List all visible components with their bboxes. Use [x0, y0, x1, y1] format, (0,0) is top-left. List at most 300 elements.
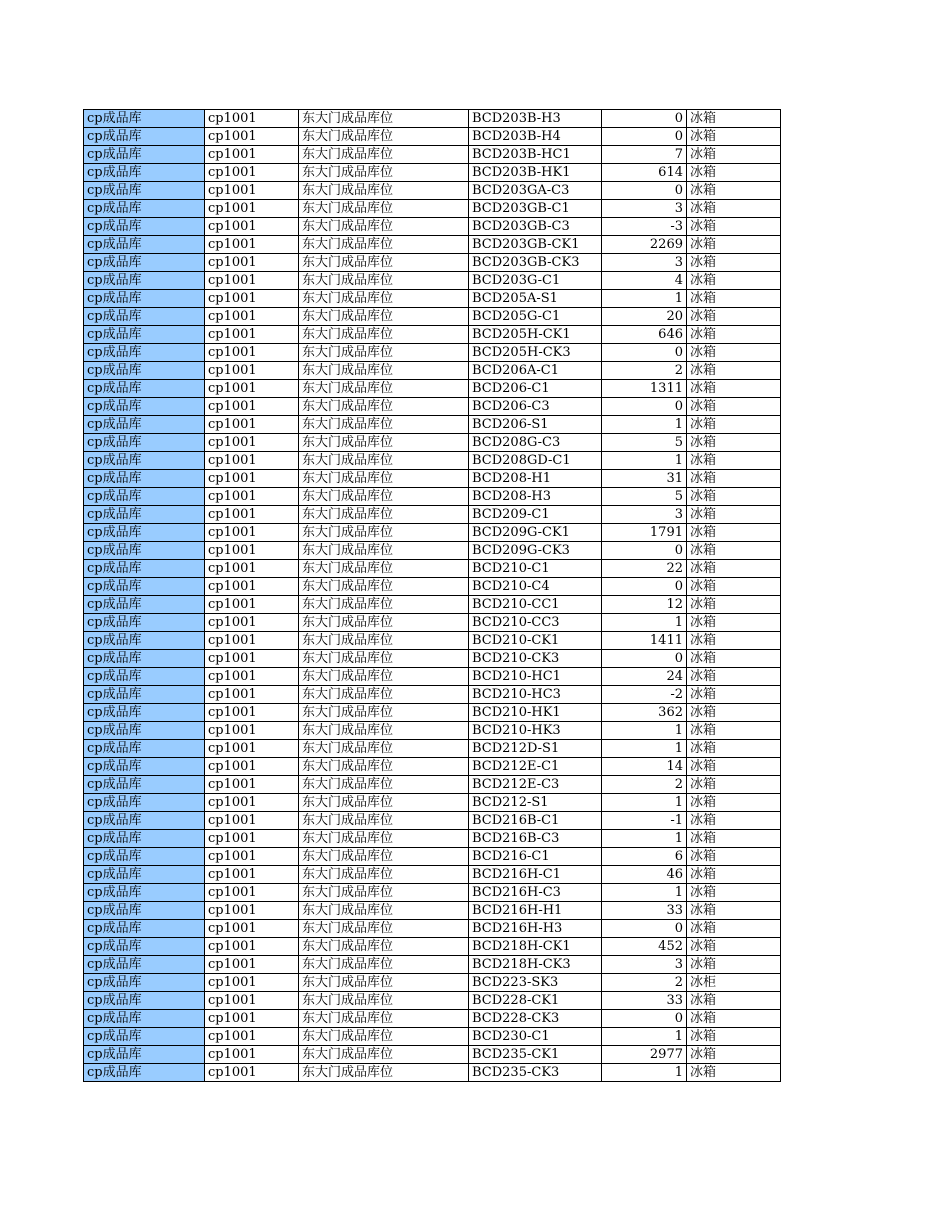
- category-cell[interactable]: 冰箱: [687, 1010, 781, 1028]
- location-cell[interactable]: 东大门成品库位: [299, 398, 469, 416]
- location-cell[interactable]: 东大门成品库位: [299, 794, 469, 812]
- code-cell[interactable]: cp1001: [205, 848, 299, 866]
- warehouse-cell[interactable]: cp成品库: [84, 1010, 205, 1028]
- location-cell[interactable]: 东大门成品库位: [299, 992, 469, 1010]
- code-cell[interactable]: cp1001: [205, 596, 299, 614]
- location-cell[interactable]: 东大门成品库位: [299, 308, 469, 326]
- category-cell[interactable]: 冰箱: [687, 416, 781, 434]
- category-cell[interactable]: 冰箱: [687, 722, 781, 740]
- qty-cell[interactable]: 1: [602, 452, 687, 470]
- warehouse-cell[interactable]: cp成品库: [84, 434, 205, 452]
- category-cell[interactable]: 冰箱: [687, 704, 781, 722]
- code-cell[interactable]: cp1001: [205, 182, 299, 200]
- location-cell[interactable]: 东大门成品库位: [299, 758, 469, 776]
- code-cell[interactable]: cp1001: [205, 776, 299, 794]
- category-cell[interactable]: 冰箱: [687, 578, 781, 596]
- category-cell[interactable]: 冰箱: [687, 488, 781, 506]
- model-cell[interactable]: BCD206-C3: [469, 398, 602, 416]
- code-cell[interactable]: cp1001: [205, 542, 299, 560]
- category-cell[interactable]: 冰箱: [687, 614, 781, 632]
- model-cell[interactable]: BCD203B-HC1: [469, 146, 602, 164]
- location-cell[interactable]: 东大门成品库位: [299, 1046, 469, 1064]
- category-cell[interactable]: 冰箱: [687, 290, 781, 308]
- category-cell[interactable]: 冰箱: [687, 506, 781, 524]
- code-cell[interactable]: cp1001: [205, 830, 299, 848]
- location-cell[interactable]: 东大门成品库位: [299, 254, 469, 272]
- qty-cell[interactable]: 1: [602, 1028, 687, 1046]
- model-cell[interactable]: BCD210-HC3: [469, 686, 602, 704]
- location-cell[interactable]: 东大门成品库位: [299, 380, 469, 398]
- category-cell[interactable]: 冰箱: [687, 128, 781, 146]
- model-cell[interactable]: BCD210-CC3: [469, 614, 602, 632]
- code-cell[interactable]: cp1001: [205, 974, 299, 992]
- category-cell[interactable]: 冰箱: [687, 650, 781, 668]
- qty-cell[interactable]: 1311: [602, 380, 687, 398]
- qty-cell[interactable]: 2977: [602, 1046, 687, 1064]
- category-cell[interactable]: 冰箱: [687, 920, 781, 938]
- model-cell[interactable]: BCD203GB-C1: [469, 200, 602, 218]
- code-cell[interactable]: cp1001: [205, 452, 299, 470]
- warehouse-cell[interactable]: cp成品库: [84, 1028, 205, 1046]
- warehouse-cell[interactable]: cp成品库: [84, 218, 205, 236]
- category-cell[interactable]: 冰箱: [687, 596, 781, 614]
- warehouse-cell[interactable]: cp成品库: [84, 128, 205, 146]
- warehouse-cell[interactable]: cp成品库: [84, 506, 205, 524]
- category-cell[interactable]: 冰箱: [687, 956, 781, 974]
- model-cell[interactable]: BCD228-CK3: [469, 1010, 602, 1028]
- model-cell[interactable]: BCD208GD-C1: [469, 452, 602, 470]
- location-cell[interactable]: 东大门成品库位: [299, 614, 469, 632]
- warehouse-cell[interactable]: cp成品库: [84, 596, 205, 614]
- qty-cell[interactable]: 5: [602, 488, 687, 506]
- warehouse-cell[interactable]: cp成品库: [84, 956, 205, 974]
- model-cell[interactable]: BCD210-C1: [469, 560, 602, 578]
- location-cell[interactable]: 东大门成品库位: [299, 1028, 469, 1046]
- qty-cell[interactable]: 2: [602, 776, 687, 794]
- model-cell[interactable]: BCD210-CK1: [469, 632, 602, 650]
- location-cell[interactable]: 东大门成品库位: [299, 182, 469, 200]
- model-cell[interactable]: BCD208G-C3: [469, 434, 602, 452]
- qty-cell[interactable]: -2: [602, 686, 687, 704]
- model-cell[interactable]: BCD203GA-C3: [469, 182, 602, 200]
- qty-cell[interactable]: 0: [602, 398, 687, 416]
- code-cell[interactable]: cp1001: [205, 1064, 299, 1082]
- model-cell[interactable]: BCD216B-C3: [469, 830, 602, 848]
- location-cell[interactable]: 东大门成品库位: [299, 146, 469, 164]
- location-cell[interactable]: 东大门成品库位: [299, 218, 469, 236]
- model-cell[interactable]: BCD218H-CK1: [469, 938, 602, 956]
- model-cell[interactable]: BCD206A-C1: [469, 362, 602, 380]
- code-cell[interactable]: cp1001: [205, 758, 299, 776]
- category-cell[interactable]: 冰箱: [687, 740, 781, 758]
- code-cell[interactable]: cp1001: [205, 704, 299, 722]
- model-cell[interactable]: BCD209-C1: [469, 506, 602, 524]
- warehouse-cell[interactable]: cp成品库: [84, 1064, 205, 1082]
- location-cell[interactable]: 东大门成品库位: [299, 200, 469, 218]
- code-cell[interactable]: cp1001: [205, 128, 299, 146]
- qty-cell[interactable]: 20: [602, 308, 687, 326]
- location-cell[interactable]: 东大门成品库位: [299, 722, 469, 740]
- category-cell[interactable]: 冰箱: [687, 272, 781, 290]
- warehouse-cell[interactable]: cp成品库: [84, 308, 205, 326]
- model-cell[interactable]: BCD203B-H4: [469, 128, 602, 146]
- code-cell[interactable]: cp1001: [205, 1046, 299, 1064]
- category-cell[interactable]: 冰箱: [687, 794, 781, 812]
- location-cell[interactable]: 东大门成品库位: [299, 434, 469, 452]
- code-cell[interactable]: cp1001: [205, 614, 299, 632]
- warehouse-cell[interactable]: cp成品库: [84, 866, 205, 884]
- warehouse-cell[interactable]: cp成品库: [84, 992, 205, 1010]
- qty-cell[interactable]: 1: [602, 830, 687, 848]
- category-cell[interactable]: 冰箱: [687, 758, 781, 776]
- warehouse-cell[interactable]: cp成品库: [84, 740, 205, 758]
- code-cell[interactable]: cp1001: [205, 578, 299, 596]
- location-cell[interactable]: 东大门成品库位: [299, 524, 469, 542]
- warehouse-cell[interactable]: cp成品库: [84, 776, 205, 794]
- category-cell[interactable]: 冰箱: [687, 632, 781, 650]
- qty-cell[interactable]: 0: [602, 542, 687, 560]
- code-cell[interactable]: cp1001: [205, 164, 299, 182]
- location-cell[interactable]: 东大门成品库位: [299, 776, 469, 794]
- model-cell[interactable]: BCD216H-C1: [469, 866, 602, 884]
- qty-cell[interactable]: 5: [602, 434, 687, 452]
- location-cell[interactable]: 东大门成品库位: [299, 416, 469, 434]
- category-cell[interactable]: 冰箱: [687, 938, 781, 956]
- model-cell[interactable]: BCD216H-H3: [469, 920, 602, 938]
- warehouse-cell[interactable]: cp成品库: [84, 488, 205, 506]
- qty-cell[interactable]: 1: [602, 722, 687, 740]
- qty-cell[interactable]: 12: [602, 596, 687, 614]
- code-cell[interactable]: cp1001: [205, 668, 299, 686]
- model-cell[interactable]: BCD209G-CK3: [469, 542, 602, 560]
- qty-cell[interactable]: 22: [602, 560, 687, 578]
- location-cell[interactable]: 东大门成品库位: [299, 506, 469, 524]
- warehouse-cell[interactable]: cp成品库: [84, 344, 205, 362]
- model-cell[interactable]: BCD205H-CK1: [469, 326, 602, 344]
- code-cell[interactable]: cp1001: [205, 236, 299, 254]
- location-cell[interactable]: 东大门成品库位: [299, 740, 469, 758]
- category-cell[interactable]: 冰箱: [687, 848, 781, 866]
- code-cell[interactable]: cp1001: [205, 632, 299, 650]
- model-cell[interactable]: BCD212E-C1: [469, 758, 602, 776]
- model-cell[interactable]: BCD235-CK3: [469, 1064, 602, 1082]
- warehouse-cell[interactable]: cp成品库: [84, 416, 205, 434]
- warehouse-cell[interactable]: cp成品库: [84, 794, 205, 812]
- category-cell[interactable]: 冰箱: [687, 434, 781, 452]
- warehouse-cell[interactable]: cp成品库: [84, 650, 205, 668]
- location-cell[interactable]: 东大门成品库位: [299, 542, 469, 560]
- warehouse-cell[interactable]: cp成品库: [84, 398, 205, 416]
- location-cell[interactable]: 东大门成品库位: [299, 650, 469, 668]
- qty-cell[interactable]: -3: [602, 218, 687, 236]
- category-cell[interactable]: 冰箱: [687, 776, 781, 794]
- code-cell[interactable]: cp1001: [205, 992, 299, 1010]
- warehouse-cell[interactable]: cp成品库: [84, 614, 205, 632]
- model-cell[interactable]: BCD210-HK3: [469, 722, 602, 740]
- code-cell[interactable]: cp1001: [205, 470, 299, 488]
- qty-cell[interactable]: 452: [602, 938, 687, 956]
- category-cell[interactable]: 冰箱: [687, 686, 781, 704]
- location-cell[interactable]: 东大门成品库位: [299, 164, 469, 182]
- model-cell[interactable]: BCD206-S1: [469, 416, 602, 434]
- qty-cell[interactable]: 0: [602, 110, 687, 128]
- qty-cell[interactable]: -1: [602, 812, 687, 830]
- model-cell[interactable]: BCD205A-S1: [469, 290, 602, 308]
- model-cell[interactable]: BCD216H-H1: [469, 902, 602, 920]
- location-cell[interactable]: 东大门成品库位: [299, 362, 469, 380]
- qty-cell[interactable]: 46: [602, 866, 687, 884]
- location-cell[interactable]: 东大门成品库位: [299, 578, 469, 596]
- category-cell[interactable]: 冰箱: [687, 308, 781, 326]
- code-cell[interactable]: cp1001: [205, 560, 299, 578]
- warehouse-cell[interactable]: cp成品库: [84, 542, 205, 560]
- model-cell[interactable]: BCD209G-CK1: [469, 524, 602, 542]
- code-cell[interactable]: cp1001: [205, 344, 299, 362]
- qty-cell[interactable]: 1: [602, 1064, 687, 1082]
- location-cell[interactable]: 东大门成品库位: [299, 902, 469, 920]
- location-cell[interactable]: 东大门成品库位: [299, 1010, 469, 1028]
- code-cell[interactable]: cp1001: [205, 506, 299, 524]
- code-cell[interactable]: cp1001: [205, 218, 299, 236]
- code-cell[interactable]: cp1001: [205, 254, 299, 272]
- category-cell[interactable]: 冰箱: [687, 1028, 781, 1046]
- location-cell[interactable]: 东大门成品库位: [299, 488, 469, 506]
- code-cell[interactable]: cp1001: [205, 686, 299, 704]
- warehouse-cell[interactable]: cp成品库: [84, 560, 205, 578]
- qty-cell[interactable]: 1: [602, 290, 687, 308]
- warehouse-cell[interactable]: cp成品库: [84, 920, 205, 938]
- location-cell[interactable]: 东大门成品库位: [299, 470, 469, 488]
- qty-cell[interactable]: 3: [602, 200, 687, 218]
- code-cell[interactable]: cp1001: [205, 380, 299, 398]
- model-cell[interactable]: BCD210-HC1: [469, 668, 602, 686]
- warehouse-cell[interactable]: cp成品库: [84, 470, 205, 488]
- category-cell[interactable]: 冰箱: [687, 524, 781, 542]
- model-cell[interactable]: BCD216B-C1: [469, 812, 602, 830]
- category-cell[interactable]: 冰箱: [687, 200, 781, 218]
- qty-cell[interactable]: 7: [602, 146, 687, 164]
- location-cell[interactable]: 东大门成品库位: [299, 668, 469, 686]
- model-cell[interactable]: BCD208-H3: [469, 488, 602, 506]
- warehouse-cell[interactable]: cp成品库: [84, 938, 205, 956]
- model-cell[interactable]: BCD230-C1: [469, 1028, 602, 1046]
- warehouse-cell[interactable]: cp成品库: [84, 848, 205, 866]
- qty-cell[interactable]: 24: [602, 668, 687, 686]
- location-cell[interactable]: 东大门成品库位: [299, 236, 469, 254]
- qty-cell[interactable]: 362: [602, 704, 687, 722]
- model-cell[interactable]: BCD206-C1: [469, 380, 602, 398]
- code-cell[interactable]: cp1001: [205, 902, 299, 920]
- category-cell[interactable]: 冰箱: [687, 344, 781, 362]
- warehouse-cell[interactable]: cp成品库: [84, 200, 205, 218]
- qty-cell[interactable]: 4: [602, 272, 687, 290]
- code-cell[interactable]: cp1001: [205, 200, 299, 218]
- qty-cell[interactable]: 0: [602, 128, 687, 146]
- qty-cell[interactable]: 1: [602, 740, 687, 758]
- code-cell[interactable]: cp1001: [205, 938, 299, 956]
- model-cell[interactable]: BCD212-S1: [469, 794, 602, 812]
- model-cell[interactable]: BCD228-CK1: [469, 992, 602, 1010]
- model-cell[interactable]: BCD218H-CK3: [469, 956, 602, 974]
- code-cell[interactable]: cp1001: [205, 920, 299, 938]
- qty-cell[interactable]: 1: [602, 416, 687, 434]
- warehouse-cell[interactable]: cp成品库: [84, 326, 205, 344]
- qty-cell[interactable]: 0: [602, 578, 687, 596]
- category-cell[interactable]: 冰箱: [687, 830, 781, 848]
- code-cell[interactable]: cp1001: [205, 740, 299, 758]
- warehouse-cell[interactable]: cp成品库: [84, 254, 205, 272]
- qty-cell[interactable]: 33: [602, 902, 687, 920]
- category-cell[interactable]: 冰箱: [687, 236, 781, 254]
- warehouse-cell[interactable]: cp成品库: [84, 290, 205, 308]
- location-cell[interactable]: 东大门成品库位: [299, 452, 469, 470]
- category-cell[interactable]: 冰箱: [687, 542, 781, 560]
- qty-cell[interactable]: 1: [602, 794, 687, 812]
- code-cell[interactable]: cp1001: [205, 650, 299, 668]
- warehouse-cell[interactable]: cp成品库: [84, 668, 205, 686]
- code-cell[interactable]: cp1001: [205, 812, 299, 830]
- qty-cell[interactable]: 0: [602, 650, 687, 668]
- qty-cell[interactable]: 0: [602, 1010, 687, 1028]
- qty-cell[interactable]: 33: [602, 992, 687, 1010]
- category-cell[interactable]: 冰箱: [687, 146, 781, 164]
- qty-cell[interactable]: 14: [602, 758, 687, 776]
- location-cell[interactable]: 东大门成品库位: [299, 686, 469, 704]
- model-cell[interactable]: BCD205G-C1: [469, 308, 602, 326]
- qty-cell[interactable]: 614: [602, 164, 687, 182]
- model-cell[interactable]: BCD203GB-CK3: [469, 254, 602, 272]
- model-cell[interactable]: BCD210-C4: [469, 578, 602, 596]
- code-cell[interactable]: cp1001: [205, 1028, 299, 1046]
- location-cell[interactable]: 东大门成品库位: [299, 560, 469, 578]
- model-cell[interactable]: BCD203B-H3: [469, 110, 602, 128]
- code-cell[interactable]: cp1001: [205, 866, 299, 884]
- warehouse-cell[interactable]: cp成品库: [84, 146, 205, 164]
- model-cell[interactable]: BCD210-CC1: [469, 596, 602, 614]
- qty-cell[interactable]: 1: [602, 884, 687, 902]
- category-cell[interactable]: 冰箱: [687, 452, 781, 470]
- qty-cell[interactable]: 3: [602, 956, 687, 974]
- qty-cell[interactable]: 0: [602, 920, 687, 938]
- code-cell[interactable]: cp1001: [205, 722, 299, 740]
- category-cell[interactable]: 冰箱: [687, 884, 781, 902]
- code-cell[interactable]: cp1001: [205, 416, 299, 434]
- location-cell[interactable]: 东大门成品库位: [299, 812, 469, 830]
- code-cell[interactable]: cp1001: [205, 1010, 299, 1028]
- code-cell[interactable]: cp1001: [205, 398, 299, 416]
- location-cell[interactable]: 东大门成品库位: [299, 920, 469, 938]
- category-cell[interactable]: 冰箱: [687, 218, 781, 236]
- model-cell[interactable]: BCD212D-S1: [469, 740, 602, 758]
- model-cell[interactable]: BCD210-CK3: [469, 650, 602, 668]
- code-cell[interactable]: cp1001: [205, 272, 299, 290]
- category-cell[interactable]: 冰箱: [687, 992, 781, 1010]
- qty-cell[interactable]: 2: [602, 974, 687, 992]
- warehouse-cell[interactable]: cp成品库: [84, 362, 205, 380]
- code-cell[interactable]: cp1001: [205, 488, 299, 506]
- category-cell[interactable]: 冰箱: [687, 110, 781, 128]
- location-cell[interactable]: 东大门成品库位: [299, 596, 469, 614]
- category-cell[interactable]: 冰箱: [687, 812, 781, 830]
- code-cell[interactable]: cp1001: [205, 524, 299, 542]
- qty-cell[interactable]: 3: [602, 506, 687, 524]
- model-cell[interactable]: BCD223-SK3: [469, 974, 602, 992]
- location-cell[interactable]: 东大门成品库位: [299, 848, 469, 866]
- category-cell[interactable]: 冰箱: [687, 1064, 781, 1082]
- warehouse-cell[interactable]: cp成品库: [84, 380, 205, 398]
- model-cell[interactable]: BCD205H-CK3: [469, 344, 602, 362]
- code-cell[interactable]: cp1001: [205, 956, 299, 974]
- model-cell[interactable]: BCD210-HK1: [469, 704, 602, 722]
- model-cell[interactable]: BCD208-H1: [469, 470, 602, 488]
- qty-cell[interactable]: 6: [602, 848, 687, 866]
- warehouse-cell[interactable]: cp成品库: [84, 830, 205, 848]
- category-cell[interactable]: 冰箱: [687, 902, 781, 920]
- code-cell[interactable]: cp1001: [205, 290, 299, 308]
- model-cell[interactable]: BCD216-C1: [469, 848, 602, 866]
- category-cell[interactable]: 冰箱: [687, 326, 781, 344]
- warehouse-cell[interactable]: cp成品库: [84, 164, 205, 182]
- warehouse-cell[interactable]: cp成品库: [84, 1046, 205, 1064]
- qty-cell[interactable]: 2: [602, 362, 687, 380]
- category-cell[interactable]: 冰箱: [687, 362, 781, 380]
- location-cell[interactable]: 东大门成品库位: [299, 956, 469, 974]
- category-cell[interactable]: 冰箱: [687, 1046, 781, 1064]
- category-cell[interactable]: 冰箱: [687, 470, 781, 488]
- location-cell[interactable]: 东大门成品库位: [299, 866, 469, 884]
- warehouse-cell[interactable]: cp成品库: [84, 578, 205, 596]
- location-cell[interactable]: 东大门成品库位: [299, 290, 469, 308]
- location-cell[interactable]: 东大门成品库位: [299, 344, 469, 362]
- location-cell[interactable]: 东大门成品库位: [299, 272, 469, 290]
- code-cell[interactable]: cp1001: [205, 146, 299, 164]
- location-cell[interactable]: 东大门成品库位: [299, 884, 469, 902]
- location-cell[interactable]: 东大门成品库位: [299, 128, 469, 146]
- warehouse-cell[interactable]: cp成品库: [84, 182, 205, 200]
- warehouse-cell[interactable]: cp成品库: [84, 272, 205, 290]
- category-cell[interactable]: 冰箱: [687, 668, 781, 686]
- location-cell[interactable]: 东大门成品库位: [299, 326, 469, 344]
- code-cell[interactable]: cp1001: [205, 110, 299, 128]
- category-cell[interactable]: 冰柜: [687, 974, 781, 992]
- code-cell[interactable]: cp1001: [205, 884, 299, 902]
- category-cell[interactable]: 冰箱: [687, 398, 781, 416]
- warehouse-cell[interactable]: cp成品库: [84, 704, 205, 722]
- category-cell[interactable]: 冰箱: [687, 182, 781, 200]
- category-cell[interactable]: 冰箱: [687, 866, 781, 884]
- qty-cell[interactable]: 0: [602, 344, 687, 362]
- code-cell[interactable]: cp1001: [205, 326, 299, 344]
- qty-cell[interactable]: 1791: [602, 524, 687, 542]
- warehouse-cell[interactable]: cp成品库: [84, 110, 205, 128]
- category-cell[interactable]: 冰箱: [687, 164, 781, 182]
- qty-cell[interactable]: 646: [602, 326, 687, 344]
- warehouse-cell[interactable]: cp成品库: [84, 758, 205, 776]
- qty-cell[interactable]: 1: [602, 614, 687, 632]
- model-cell[interactable]: BCD203GB-CK1: [469, 236, 602, 254]
- code-cell[interactable]: cp1001: [205, 794, 299, 812]
- warehouse-cell[interactable]: cp成品库: [84, 632, 205, 650]
- code-cell[interactable]: cp1001: [205, 308, 299, 326]
- location-cell[interactable]: 东大门成品库位: [299, 1064, 469, 1082]
- model-cell[interactable]: BCD212E-C3: [469, 776, 602, 794]
- qty-cell[interactable]: 31: [602, 470, 687, 488]
- category-cell[interactable]: 冰箱: [687, 254, 781, 272]
- code-cell[interactable]: cp1001: [205, 362, 299, 380]
- location-cell[interactable]: 东大门成品库位: [299, 110, 469, 128]
- location-cell[interactable]: 东大门成品库位: [299, 704, 469, 722]
- model-cell[interactable]: BCD216H-C3: [469, 884, 602, 902]
